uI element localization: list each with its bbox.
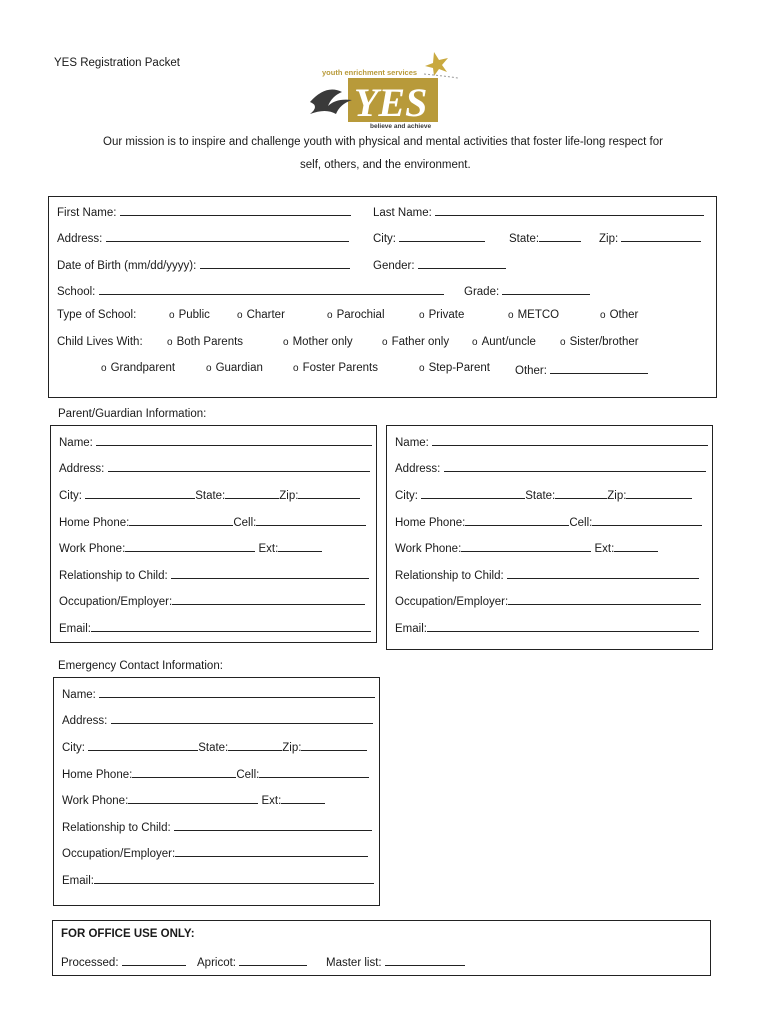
gender-label: Gender: bbox=[373, 260, 415, 272]
emergency-work-phone-field[interactable] bbox=[62, 792, 325, 807]
school-label: School: bbox=[57, 286, 96, 298]
emergency-box bbox=[53, 677, 380, 906]
lives-other-field[interactable] bbox=[515, 362, 648, 377]
first-name-label: First Name: bbox=[57, 207, 117, 219]
city-label: City: bbox=[373, 233, 396, 245]
parent1-relationship-label: Relationship to Child: bbox=[59, 570, 168, 582]
emergency-cell-line[interactable] bbox=[259, 766, 369, 778]
school-option-other[interactable]: o Other bbox=[600, 309, 638, 321]
lives-option-father-only[interactable]: o Father only bbox=[382, 336, 449, 348]
parent2-occupation-field[interactable] bbox=[395, 593, 701, 608]
parent2-occupation-label: Occupation/Employer: bbox=[395, 596, 509, 608]
parent1-occupation-line[interactable] bbox=[172, 593, 365, 605]
parent1-zip-label: Zip: bbox=[279, 490, 299, 502]
emergency-ext-label: Ext: bbox=[261, 795, 282, 807]
parent1-address-line[interactable] bbox=[108, 460, 370, 472]
office-use-box bbox=[52, 920, 711, 976]
parent1-cell-line[interactable] bbox=[256, 514, 366, 526]
emergency-city-line[interactable] bbox=[88, 739, 198, 751]
city-field[interactable] bbox=[373, 230, 485, 245]
lives-option-grandparent[interactable]: o Grandparent bbox=[101, 362, 175, 374]
parent2-work-phone-line[interactable] bbox=[461, 540, 591, 552]
parent1-name-line[interactable] bbox=[96, 434, 372, 446]
parent2-state-line[interactable] bbox=[555, 487, 607, 499]
parent1-home-phone-field[interactable] bbox=[59, 514, 366, 529]
emergency-address-line[interactable] bbox=[111, 712, 373, 724]
parent1-relationship-field[interactable] bbox=[59, 567, 369, 582]
parent1-state-label: State: bbox=[195, 490, 226, 502]
state-field[interactable] bbox=[509, 230, 581, 245]
emergency-city-field[interactable] bbox=[62, 739, 367, 754]
parent1-city-field[interactable] bbox=[59, 487, 360, 502]
grade-line[interactable] bbox=[502, 283, 590, 295]
parent1-email-line[interactable] bbox=[91, 620, 371, 632]
apricot-field[interactable] bbox=[197, 954, 307, 969]
parent2-name-label: Name: bbox=[395, 437, 429, 449]
address-line[interactable] bbox=[106, 230, 349, 242]
parent2-home-phone-line[interactable] bbox=[465, 514, 569, 526]
emergency-home-phone-field[interactable] bbox=[62, 766, 369, 781]
lives-other-label: Other: bbox=[515, 365, 547, 377]
first-name-line[interactable] bbox=[120, 204, 351, 216]
emergency-state-line[interactable] bbox=[228, 739, 282, 751]
parent2-ext-line[interactable] bbox=[614, 540, 658, 552]
child-info-box bbox=[48, 196, 717, 398]
zip-line[interactable] bbox=[621, 230, 701, 242]
parent1-cell-label: Cell: bbox=[233, 517, 257, 529]
parent1-ext-line[interactable] bbox=[278, 540, 322, 552]
school-option-private[interactable]: o Private bbox=[419, 309, 464, 321]
parent2-city-field[interactable] bbox=[395, 487, 692, 502]
logo-tagline: youth enrichment services bbox=[322, 68, 418, 77]
emergency-address-label: Address: bbox=[62, 715, 108, 727]
parent-section-title: Parent/Guardian Information: bbox=[58, 408, 207, 420]
emergency-relationship-line[interactable] bbox=[174, 819, 372, 831]
apricot-line[interactable] bbox=[239, 954, 307, 966]
emergency-name-label: Name: bbox=[62, 689, 96, 701]
emergency-work-phone-label: Work Phone: bbox=[62, 795, 129, 807]
emergency-email-label: Email: bbox=[62, 875, 94, 887]
parent1-address-label: Address: bbox=[59, 463, 105, 475]
parent1-state-line[interactable] bbox=[225, 487, 279, 499]
emergency-occupation-label: Occupation/Employer: bbox=[62, 848, 176, 860]
address-field[interactable] bbox=[57, 230, 349, 245]
parent1-work-phone-line[interactable] bbox=[125, 540, 255, 552]
lives-option-foster-parents[interactable]: o Foster Parents bbox=[293, 362, 378, 374]
emergency-relationship-label: Relationship to Child: bbox=[62, 822, 171, 834]
school-line[interactable] bbox=[99, 283, 444, 295]
parent1-name-field[interactable] bbox=[59, 434, 372, 449]
grade-field[interactable] bbox=[464, 283, 590, 298]
parent1-home-phone-line[interactable] bbox=[129, 514, 233, 526]
gender-line[interactable] bbox=[418, 257, 506, 269]
emergency-occupation-line[interactable] bbox=[175, 845, 368, 857]
lives-with-label: Child Lives With: bbox=[57, 336, 143, 348]
parent2-cell-line[interactable] bbox=[592, 514, 702, 526]
emergency-email-line[interactable] bbox=[94, 872, 374, 884]
gender-field[interactable] bbox=[373, 257, 506, 272]
parent1-ext-label: Ext: bbox=[258, 543, 279, 555]
lives-option-mother-only[interactable]: o Mother only bbox=[283, 336, 353, 348]
parent2-zip-line[interactable] bbox=[626, 487, 692, 499]
mission-line-1: Our mission is to inspire and challenge youth with physical and mental activities that foster life-long respect for bbox=[103, 136, 663, 148]
logo-graphic bbox=[306, 48, 464, 130]
emergency-relationship-field[interactable] bbox=[62, 819, 372, 834]
yes-logo bbox=[306, 48, 464, 130]
emergency-ext-line[interactable] bbox=[281, 792, 325, 804]
master-list-label: Master list: bbox=[326, 957, 382, 969]
emergency-state-label: State: bbox=[198, 742, 229, 754]
parent2-name-line[interactable] bbox=[432, 434, 708, 446]
lives-option-sister-brother[interactable]: o Sister/brother bbox=[560, 336, 639, 348]
parent2-box bbox=[386, 425, 713, 650]
processed-line[interactable] bbox=[122, 954, 186, 966]
parent1-occupation-label: Occupation/Employer: bbox=[59, 596, 173, 608]
parent2-cell-label: Cell: bbox=[569, 517, 593, 529]
parent2-state-label: State: bbox=[525, 490, 556, 502]
master-list-field[interactable] bbox=[326, 954, 465, 969]
parent1-relationship-line[interactable] bbox=[171, 567, 369, 579]
school-option-charter[interactable]: o Charter bbox=[237, 309, 285, 321]
dob-label: Date of Birth (mm/dd/yyyy): bbox=[57, 260, 197, 272]
parent2-email-field[interactable] bbox=[395, 620, 699, 635]
emergency-address-field[interactable] bbox=[62, 712, 373, 727]
parent2-address-label: Address: bbox=[395, 463, 441, 475]
emergency-name-line[interactable] bbox=[99, 686, 375, 698]
parent2-address-line[interactable] bbox=[444, 460, 706, 472]
parent2-ext-label: Ext: bbox=[594, 543, 615, 555]
parent1-work-phone-label: Work Phone: bbox=[59, 543, 126, 555]
grade-label: Grade: bbox=[464, 286, 500, 298]
emergency-work-phone-line[interactable] bbox=[128, 792, 258, 804]
parent2-home-phone-label: Home Phone: bbox=[395, 517, 466, 529]
parent1-city-label: City: bbox=[59, 490, 82, 502]
first-name-field[interactable] bbox=[57, 204, 351, 219]
parent2-relationship-label: Relationship to Child: bbox=[395, 570, 504, 582]
city-line[interactable] bbox=[399, 230, 485, 242]
emergency-home-phone-label: Home Phone: bbox=[62, 769, 133, 781]
emergency-cell-label: Cell: bbox=[236, 769, 260, 781]
emergency-zip-label: Zip: bbox=[282, 742, 302, 754]
processed-label: Processed: bbox=[61, 957, 119, 969]
parent1-email-label: Email: bbox=[59, 623, 91, 635]
last-name-line[interactable] bbox=[435, 204, 704, 216]
parent2-occupation-line[interactable] bbox=[508, 593, 701, 605]
state-line[interactable] bbox=[539, 230, 581, 242]
parent1-zip-line[interactable] bbox=[298, 487, 360, 499]
lives-option-both-parents[interactable]: o Both Parents bbox=[167, 336, 243, 348]
lives-other-line[interactable] bbox=[550, 362, 648, 374]
parent1-name-label: Name: bbox=[59, 437, 93, 449]
parent2-work-phone-label: Work Phone: bbox=[395, 543, 462, 555]
parent1-work-phone-field[interactable] bbox=[59, 540, 322, 555]
type-of-school-label: Type of School: bbox=[57, 309, 137, 321]
school-option-parochial[interactable]: o Parochial bbox=[327, 309, 385, 321]
dob-field[interactable] bbox=[57, 257, 350, 272]
lives-option-aunt-uncle[interactable]: o Aunt/uncle bbox=[472, 336, 536, 348]
logo-slogan: believe and achieve bbox=[370, 123, 432, 130]
school-field[interactable] bbox=[57, 283, 444, 298]
parent2-zip-label: Zip: bbox=[607, 490, 627, 502]
parent1-occupation-field[interactable] bbox=[59, 593, 365, 608]
parent2-relationship-field[interactable] bbox=[395, 567, 699, 582]
master-list-line[interactable] bbox=[385, 954, 465, 966]
dob-line[interactable] bbox=[200, 257, 350, 269]
parent2-city-label: City: bbox=[395, 490, 418, 502]
parent2-relationship-line[interactable] bbox=[507, 567, 699, 579]
parent2-work-phone-field[interactable] bbox=[395, 540, 658, 555]
office-use-title: FOR OFFICE USE ONLY: bbox=[61, 928, 195, 940]
parent2-email-label: Email: bbox=[395, 623, 427, 635]
apricot-label: Apricot: bbox=[197, 957, 236, 969]
logo-wordmark: YES bbox=[354, 80, 428, 125]
parent1-box bbox=[50, 425, 377, 643]
parent1-email-field[interactable] bbox=[59, 620, 371, 635]
parent2-city-line[interactable] bbox=[421, 487, 525, 499]
lives-option-guardian[interactable]: o Guardian bbox=[206, 362, 263, 374]
emergency-section-title: Emergency Contact Information: bbox=[58, 660, 223, 672]
school-option-metco[interactable]: o METCO bbox=[508, 309, 559, 321]
lives-option-step-parent[interactable]: o Step-Parent bbox=[419, 362, 490, 374]
parent2-email-line[interactable] bbox=[427, 620, 699, 632]
emergency-email-field[interactable] bbox=[62, 872, 374, 887]
last-name-field[interactable] bbox=[373, 204, 704, 219]
emergency-name-field[interactable] bbox=[62, 686, 375, 701]
parent1-home-phone-label: Home Phone: bbox=[59, 517, 130, 529]
processed-field[interactable] bbox=[61, 954, 186, 969]
zip-label: Zip: bbox=[599, 233, 619, 245]
school-option-public[interactable]: o Public bbox=[169, 309, 210, 321]
emergency-occupation-field[interactable] bbox=[62, 845, 368, 860]
parent1-city-line[interactable] bbox=[85, 487, 195, 499]
zip-field[interactable] bbox=[599, 230, 701, 245]
parent2-name-field[interactable] bbox=[395, 434, 708, 449]
parent1-address-field[interactable] bbox=[59, 460, 370, 475]
parent2-address-field[interactable] bbox=[395, 460, 706, 475]
mission-line-2: self, others, and the environment. bbox=[300, 159, 471, 171]
state-label: State: bbox=[509, 233, 540, 245]
parent2-home-phone-field[interactable] bbox=[395, 514, 702, 529]
emergency-zip-line[interactable] bbox=[301, 739, 367, 751]
packet-title: YES Registration Packet bbox=[54, 57, 180, 69]
emergency-home-phone-line[interactable] bbox=[132, 766, 236, 778]
emergency-city-label: City: bbox=[62, 742, 85, 754]
address-label: Address: bbox=[57, 233, 103, 245]
last-name-label: Last Name: bbox=[373, 207, 432, 219]
